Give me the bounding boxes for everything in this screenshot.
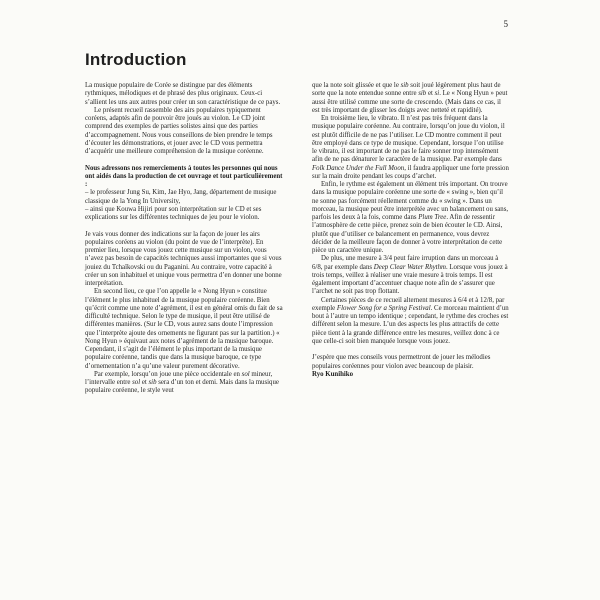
first-point-paragraph: Je vais vous donner des indications sur la façon de jouer les airs populaires coréens au violon (du point de vue de l’interprète). En premier lieu, lorsque vous jouez cette musique sur un violon, vous n’avez pas besoin de capacités techniques aussi importantes que si vous jouiez du Tchaïkovski ou du Paganini. Au contraire, votre capacité à créer un son inhabituel et unique vous permettra d’en donner une bonne interprétation. <box>85 230 282 287</box>
meter-paragraph: De plus, une mesure à 3/4 peut faire irruption dans un morceau à 6/8, par exemple dans Deep Clear Water Rhythm. Lorsque vous jouez à trois temps, veillez à réaliser une vraie mesure à trois temps. Il est également important d’accentuer chaque note afin de s’assurer que l’archet ne soit pas trop flottant. <box>312 255 508 296</box>
intro-paragraph: La musique populaire de Corée se distingue par des éléments rythmiques, mélodiques et de phrasé des plus originaux. Ceux-ci s’allient les uns aux autres pour créer un son caractéristique de ce pays. <box>85 82 281 106</box>
thanks-heading: Nous adressons nos remerciements à toutes les personnes qui nous ont aidés dans la production de cet ouvrage et tout particulièrement : <box>85 164 283 188</box>
thanks-item: – le professeur Jung Su, Kim, Jae Hyo, Jang, département de musique classique de la Yong In University, <box>85 189 277 205</box>
page-number: 5 <box>503 19 508 29</box>
left-column <box>85 82 283 396</box>
alternating-meter-paragraph: Certaines pièces de ce recueil alternent mesures à 6/4 et à 12/8, par exemple Flower Song for a Spring Festival. Ce morceau maintient d’un bout à l’autre un tempo identique ; cependant, le rythme des croches est différent selon la mesure. L’un des aspects les plus attractifs de cette pièce tient à la grande différence entre les mesures, veillez donc à ce que celle-ci soit bien manquée lorsque vous jouez. <box>312 296 509 345</box>
collection-paragraph: Le présent recueil rassemble des airs populaires typiquement coréens, adaptés afin de pouvoir être joués au violon. Le CD joint comprend des exemples de parties solistes ainsi que des parties d’accompagnement. Nous vous conseillons de bien prendre le temps d’écouter les démonstrations, et jouer avec le CD vous permettra d’acquérir une meilleure compréhension de la musique coréenne. <box>85 106 273 155</box>
page-title: Introduction <box>85 50 187 69</box>
example-paragraph: Par exemple, lorsqu’on joue une pièce occidentale en sol mineur, l’intervalle entre sol et sib sera d’un ton et demi. Mais dans la musique populaire coréenne, le style veut <box>85 370 279 395</box>
closing-paragraph: J’espère que mes conseils vous permettront de jouer les mélodies populaires coréennes pour violon avec beaucoup de plaisir. <box>312 354 491 370</box>
thanks-item: – ainsi que Kouwa Hijiri pour son interprétation sur le CD et ses explications sur les différentes techniques de jeu pour le violon. <box>85 205 262 221</box>
rhythm-paragraph: Enfin, le rythme est également un élément très important. On trouve dans la musique populaire coréenne une sorte de « swing », bien qu’il ne sonne pas forcément réellement comme du « swing ». Dans un morceau, la musique peut être interprétée avec un balancement ou sans, parfois les deux à la fois, comme dans Plum Tree. Afin de ressentir l’atmosphère de cette pièce, prenez soin de bien écouter le CD. Ainsi, plutôt que d’utiliser ce balancement en permanence, vous devrez décider de la meilleure façon de donner à votre interprétation de cette pièce un caractère unique. <box>312 181 509 254</box>
glide-paragraph: que la note soit glissée et que le sib soit joué légèrement plus haut de sorte que la note entendue sonne entre sib et si. Le « Nong Hyun » peut aussi être utilisé comme une sorte de crescendo. (Mais dans ce cas, il est très important de glisser les doigts avec netteté et rapidité). <box>312 82 508 114</box>
right-column <box>312 82 510 379</box>
vibrato-paragraph: En troisième lieu, le vibrato. Il n’est pas très fréquent dans la musique populaire coréenne. Au contraire, lorsqu’on joue du violon, il est plutôt difficile de ne pas l’utiliser. Le CD montre comment il peut être employé dans ce type de musique. Cependant, lorsque l’on utilise le vibrato, il est important de ne pas le faire sonner trop intensément afin de ne pas dénaturer le caractère de la musique. Par exemple dans Folk Dance Under the Full Moon, il faudra appliquer une forte pression sur la main droite pendant les coups d’archet. <box>312 115 509 180</box>
signature: Ryo Kunihiko <box>312 370 354 378</box>
nong-hyun-paragraph: En second lieu, ce que l’on appelle le « Nong Hyun » constitue l’élément le plus inhabituel de la musique populaire coréenne. Bien qu’écrit comme une note d’agrément, il est en général omis du fait de sa difficulté technique. Selon le type de musique, il peut être utilisé de différentes manières. (Sur le CD, vous aurez sans doute l’impression que l’interprète ajoute des ornements ne figurant pas sur la partition.) « Nong Hyun » équivaut aux notes d’agrément de la musique baroque. Cependant, il s’agit de l’élément le plus important de la musique populaire coréenne, tandis que dans la musique baroque, ce type d’ornementation n’a qu’une valeur purement décorative. <box>85 288 283 370</box>
